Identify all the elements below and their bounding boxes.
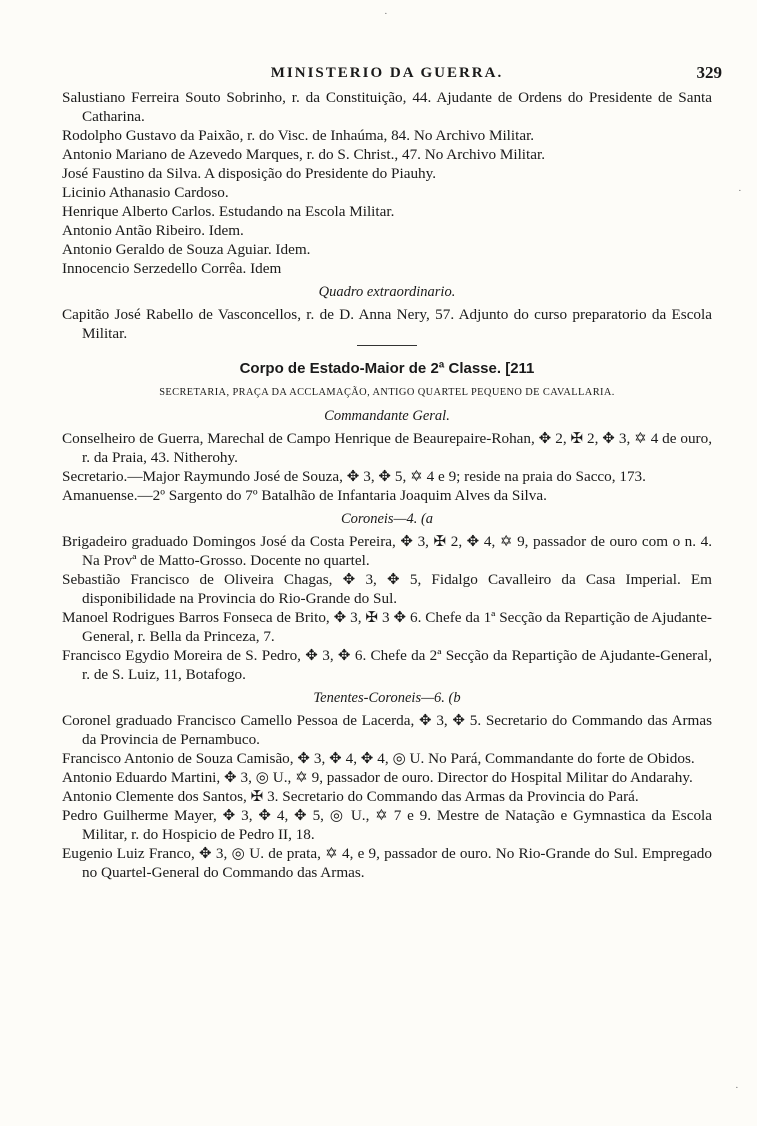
list-item: Amanuense.—2º Sargento do 7º Batalhão de Infantaria Joaquim Alves da Silva. (62, 487, 547, 504)
print-speck: · (735, 1082, 739, 1094)
list-item: Manoel Rodrigues Barros Fonseca de Brito, ✥ 3, ✠ 3 ✥ 6. Chefe da 1ª Secção da Repartição de Ajudante-General, r. Bella da Princeza, 7. (62, 609, 712, 645)
list-item: Antonio Clemente dos Santos, ✠ 3. Secretario do Commando das Armas da Provincia do Pará. (62, 788, 639, 805)
list-item: Innocencio Serzedello Corrêa. Idem (62, 260, 282, 277)
list-item: Antonio Eduardo Martini, ✥ 3, ◎ U., ✡ 9, passador de ouro. Director do Hospital Militar do Andarahy. (62, 769, 693, 786)
list-item: Francisco Antonio de Souza Camisão, ✥ 3, ✥ 4, ✥ 4, ◎ U. No Pará, Commandante do forte de Obidos. (62, 750, 695, 767)
list-item: Licinio Athanasio Cardoso. (62, 184, 229, 201)
list-item: Coronel graduado Francisco Camello Pessoa de Lacerda, ✥ 3, ✥ 5. Secretario do Commando das Armas da Provincia de Pernambuco. (62, 712, 712, 748)
section-address: SECRETARIA, PRAÇA DA ACCLAMAÇÃO, ANTIGO QUARTEL PEQUENO DE CAVALLARIA. (159, 387, 615, 398)
list-item: Francisco Egydio Moreira de S. Pedro, ✥ 3, ✥ 6. Chefe da 2ª Secção da Repartição de Ajudante-General, r. de S. Luiz, 11, Botafogo. (62, 647, 712, 683)
document-page (62, 58, 722, 882)
list-item: Conselheiro de Guerra, Marechal de Campo Henrique de Beaurepaire-Rohan, ✥ 2, ✠ 2, ✥ 3, ✡ 4 de ouro, r. da Praia, 43. Nitherohy. (62, 430, 712, 466)
print-speck: · (738, 185, 742, 197)
page-number: 329 (696, 63, 722, 82)
entries-top (62, 88, 712, 278)
list-item: Antonio Antão Ribeiro. Idem. (62, 222, 244, 239)
header-title: MINISTERIO DA GUERRA. (270, 65, 504, 81)
list-item: Secretario.—Major Raymundo José de Souza, ✥ 3, ✥ 5, ✡ 4 e 9; reside na praia do Sacco, 173. (62, 468, 646, 485)
list-item: Rodolpho Gustavo da Paixão, r. do Visc. de Inhaúma, 84. No Archivo Militar. (62, 127, 535, 144)
print-speck: · (384, 8, 388, 20)
list-item: José Faustino da Silva. A disposição do Presidente do Piauhy. (62, 165, 437, 182)
coroneis-heading: Coroneis—4. (a (340, 511, 434, 527)
tenentes-entries (62, 711, 712, 882)
coroneis-entries (62, 532, 712, 684)
section-title: Corpo de Estado-Maior de 2ª Classe. [211 (239, 360, 535, 377)
running-header (62, 58, 722, 88)
quadro-entry: Capitão José Rabello de Vasconcellos, r. de D. Anna Nery, 57. Adjunto do curso preparatorio da Escola Militar. (62, 306, 712, 342)
list-item: Eugenio Luiz Franco, ✥ 3, ◎ U. de prata, ✡ 4, e 9, passador de ouro. No Rio-Grande do Sul. Empregado no Quartel-General do Commando das Armas. (62, 845, 712, 881)
commandante-heading: Commandante Geral. (324, 408, 450, 424)
list-item: Pedro Guilherme Mayer, ✥ 3, ✥ 4, ✥ 5, ◎ U., ✡ 7 e 9. Mestre de Natação e Gymnastica da Escola Militar, r. do Hospicio de Pedro II, 18. (62, 807, 712, 843)
list-item: Sebastião Francisco de Oliveira Chagas, ✥ 3, ✥ 5, Fidalgo Cavalleiro da Casa Imperial. Em disponibilidade na Provincia do Rio-Grande do Sul. (62, 571, 712, 607)
list-item: Brigadeiro graduado Domingos José da Costa Pereira, ✥ 3, ✠ 2, ✥ 4, ✡ 9, passador de ouro com o n. 4. Na Provª de Matto-Grosso. Docente no quartel. (62, 533, 712, 569)
list-item: Salustiano Ferreira Souto Sobrinho, r. da Constituição, 44. Ajudante de Ordens do Presidente de Santa Catharina. (62, 89, 712, 125)
list-item: Antonio Mariano de Azevedo Marques, r. do S. Christ., 47. No Archivo Militar. (62, 146, 545, 163)
list-item: Antonio Geraldo de Souza Aguiar. Idem. (62, 241, 311, 258)
commandante-entries (62, 429, 712, 505)
divider (357, 345, 417, 346)
list-item: Henrique Alberto Carlos. Estudando na Escola Militar. (62, 203, 395, 220)
tenentes-heading: Tenentes-Coroneis—6. (b (313, 690, 461, 706)
quadro-heading: Quadro extraordinario. (318, 284, 456, 300)
